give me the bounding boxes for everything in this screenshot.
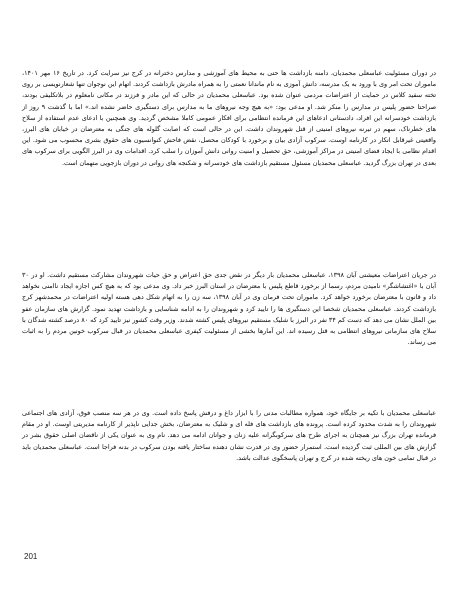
paragraph-2: در جریان اعتراضات معیشتی آبان ۱۳۹۸، عباسعلی محمدیان بار دیگر در نقض جدی حق اعتراض و حق حیات شهروندان مشارکت مستقیم داشت. او در ۳۰ آبان با «اغتشاشگر» نامیدن مردم، رسما از برخورد قاطع پلیس با معترضان در استان البرز خبر داد. وی مدعی بود که به هیچ کس اجازه ایجاد ناامنی نخواهد داد و قانون با معترضان برخورد خواهد کرد. ماموران تحت فرمان وی در آبان ۱۳۹۸، سه زن را به اتهام شکل دهی هسته اولیه اعتراضات در محمدشهر کرج بازداشت کردند. عباسعلی محمدیان شخصا این دستگیری ها را تایید کرد و شهروندان را به ادامه شناسایی و بازداشت تهدید نمود. گزارش های سازمان عفو بین الملل نشان می دهد که دست کم ۳۴ نفر در البرز با شلیک مستقیم نیروهای پلیس کشته شدند. وزیر وقت کشور نیز تایید کرد که ۸۰ درصد کشته شدگان با سلاح های سازمانی نیروهای انتظامی به قتل رسیده اند. این آمارها بخشی از مسئولیت کیفری عباسعلی محمدیان در قبال سرکوب خونین مردم را به اثبات می رساند. bbox=[22, 271, 436, 347]
paragraph-1: در دوران مسئولیت عباسعلی محمدیان، دامنه بازداشت ها حتی به محیط های آموزشی و مدارس دخترانه در کرج نیز سرایت کرد. در تاریخ ۱۶ مهر ۱۴۰۱، ماموران تحت امر وی با ورود به یک مدرسه، دانش آموزی به نام ماندانا نعمتی را به همراه مادرش بازداشت کردند. اتهام این نوجوان تنها شعارنویسی بر روی تخته سفید کلاس در حمایت از اعتراضات مردمی عنوان شده بود. عباسعلی محمدیان در حالی که این مادر و فرزند در مکانی نامعلوم در بلاتکلیفی بودند، صراحتا حضور پلیس در مدارس را منکر شد. او مدعی بود: «به هیچ وجه نیروهای ما به مدارس برای دستگیری حاضر نشده اند.» اما با گذشت ۹ روز از بازداشت خودسرانه این افراد، دادستانی ادعاهای این فرمانده انتظامی برای افکار عمومی کاملا مشخص گردید. وی همچنین با ادعای عدم استفاده از سلاح های خطرناک، سهم در تیرنه نیروهای امنیتی از قتل شهروندان داشت. این در حالی است که اصابت گلوله های جنگی به معترضان در خیابان های البرز، واقعیتی غیرقابل انکار در کارنامه اوست. سرکوب آزادی بیان و برخورد با کودکان محصل، نقض فاحش کنوانسیون های حقوق بشری محسوب می شود. این اقدام نظامی با ایجاد فضای امنیتی در مراکز آموزشی، حق تحصیل و امنیت روانی دانش آموزان را سلب کرد. اقدامات وی در البرز الگویی برای سرکوب های بعدی در تهران بزرگ گردید. عباسعلی محمدیان مسئول مستقیم بازداشت های خودسرانه و شکنجه های روانی در دوران بازجویی متهمان است. bbox=[22, 69, 437, 167]
paragraph-3: عباسعلی محمدیان با تکیه بر جایگاه خود، همواره مطالبات مدنی را با ابزار داغ و درفش پاسخ داده است. وی در هر سه منصب فوق، آزادی های اجتماعی شهروندان را به شدت محدود کرده است. پرونده های بازداشت های فله ای و شلیک به معترضان، بخش جدایی ناپذیر از کارنامه مدیریتی اوست. او در مقام فرمانده تهران بزرگ نیز همچنان به اجرای طرح های سرکوبگرانه علیه زنان و جوانان ادامه می دهد. نام وی به عنوان یکی از ناقضان اصلی حقوق بشر در گزارش های بین المللی ثبت گردیده است. استمرار حضور وی در قدرت نشان دهنده ساختار یافته بودن سرکوب در بدنه فراجا است. عباسعلی محمدیان باید در قبال تمامی خون های ریخته شده در کرج و تهران پاسخگوی عدالت باشد. bbox=[22, 409, 436, 462]
page-number: 201 bbox=[24, 552, 38, 561]
